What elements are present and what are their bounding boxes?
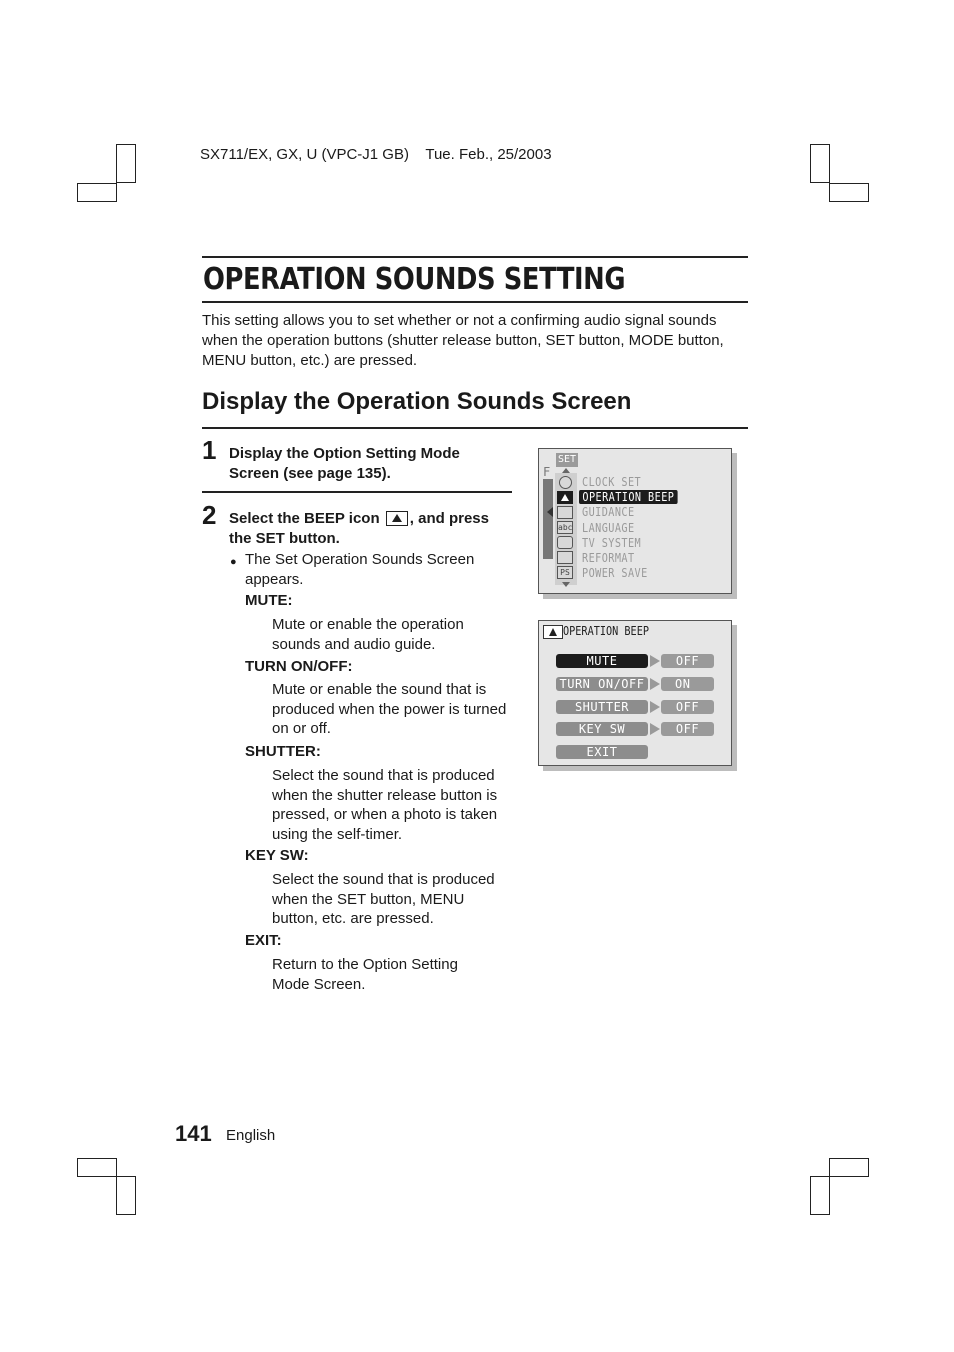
crop-mark-br-vertical xyxy=(810,1176,830,1215)
menu-power-save: POWER SAVE xyxy=(582,566,648,580)
footer-language: English xyxy=(226,1127,276,1144)
crop-mark-tr-vertical xyxy=(810,144,830,183)
step-2-text xyxy=(229,509,514,548)
menu-reformat: REFORMAT xyxy=(582,551,635,565)
crop-mark-tl-horizontal xyxy=(77,183,117,202)
crop-mark-bl-horizontal xyxy=(77,1158,117,1177)
title-bottom-rule xyxy=(202,301,748,303)
crop-mark-bl-vertical xyxy=(116,1176,136,1215)
exit-button: EXIT xyxy=(556,745,648,759)
turn-on-off-arrow-icon xyxy=(650,678,660,690)
reformat-icon xyxy=(557,551,573,564)
menu-guidance: GUIDANCE xyxy=(582,505,635,519)
desc-key-sw: Select the sound that is produced when the SET button, MENU button, etc. are pressed. xyxy=(272,871,495,927)
page-number: 141 xyxy=(175,1121,212,1146)
step-2-text-a: Select the BEEP icon xyxy=(229,510,380,527)
intro-paragraph: This setting allows you to set whether or not a confirming audio signal sounds when the operation buttons (shutter release button, SET button, MODE button, MENU button, etc.) are pressed. xyxy=(202,312,724,369)
clock-icon xyxy=(559,476,572,489)
step-2-number: 2 xyxy=(202,500,217,530)
page-title: OPERATION SOUNDS SETTING xyxy=(203,262,626,297)
desc-turn-on-off: Mute or enable the sound that is produced when the power is turned on or off. xyxy=(272,681,507,737)
key-sw-label: KEY SW xyxy=(556,722,648,736)
menu-tv-system: TV SYSTEM xyxy=(582,536,642,550)
bullet-mark: ● xyxy=(230,556,237,568)
tv-icon xyxy=(557,536,573,549)
mute-value: OFF xyxy=(661,654,714,668)
step-divider xyxy=(202,491,512,493)
term-shutter: SHUTTER: xyxy=(245,743,321,760)
document-header: SX711/EX, GX, U (VPC-J1 GB) Tue. Feb., 25/2003 xyxy=(200,146,552,163)
menu-language: LANGUAGE xyxy=(582,521,635,535)
turn-on-off-label: TURN ON/OFF xyxy=(556,677,648,691)
term-mute: MUTE: xyxy=(245,592,293,609)
mute-label: MUTE xyxy=(556,654,648,668)
power-save-icon: PS xyxy=(557,566,573,579)
operation-beep-screen xyxy=(538,620,732,766)
term-key-sw: KEY SW: xyxy=(245,847,309,864)
desc-exit: Return to the Option Setting Mode Screen. xyxy=(272,956,458,993)
desc-shutter: Select the sound that is produced when the shutter release button is pressed, or when a photo is taken using the self-timer. xyxy=(272,767,498,843)
key-sw-arrow-icon xyxy=(650,723,660,735)
section-heading: Display the Operation Sounds Screen xyxy=(202,388,632,415)
scroll-left-arrow xyxy=(547,507,553,517)
menu-clock-set: CLOCK SET xyxy=(582,475,642,489)
scroll-rail xyxy=(543,479,553,559)
beep-title-icon xyxy=(543,625,563,639)
set-tab: SET xyxy=(557,454,577,465)
down-arrow-icon xyxy=(562,582,570,587)
key-sw-value: OFF xyxy=(661,722,714,736)
shutter-arrow-icon xyxy=(650,701,660,713)
bullet-text: The Set Operation Sounds Screen appears. xyxy=(245,551,475,588)
desc-mute: Mute or enable the operation sounds and audio guide. xyxy=(272,616,464,653)
mute-arrow-icon xyxy=(650,655,660,667)
title-top-rule xyxy=(202,256,748,258)
crop-mark-tr-horizontal xyxy=(829,183,869,202)
step-1-text: Display the Option Setting Mode Screen (see page 135). xyxy=(229,445,460,482)
shutter-value: OFF xyxy=(661,700,714,714)
option-setting-screen xyxy=(538,448,732,594)
shutter-label: SHUTTER xyxy=(556,700,648,714)
turn-on-off-value: ON xyxy=(661,677,714,691)
step-1-number: 1 xyxy=(202,435,217,465)
beep-menu-icon xyxy=(557,491,573,504)
beep-icon xyxy=(386,511,408,526)
step-2-text-b: , and press the SET button. xyxy=(229,510,489,547)
menu-operation-beep: OPERATION BEEP xyxy=(579,490,678,504)
screen2-title: OPERATION BEEP xyxy=(563,624,649,638)
language-icon: abc xyxy=(558,523,573,532)
guidance-icon xyxy=(557,506,573,519)
side-label: F xyxy=(543,465,551,479)
crop-mark-br-horizontal xyxy=(829,1158,869,1177)
crop-mark-tl-vertical xyxy=(116,144,136,183)
term-turn-on-off: TURN ON/OFF: xyxy=(245,658,353,675)
term-exit: EXIT: xyxy=(245,932,282,949)
section-rule xyxy=(202,427,748,429)
